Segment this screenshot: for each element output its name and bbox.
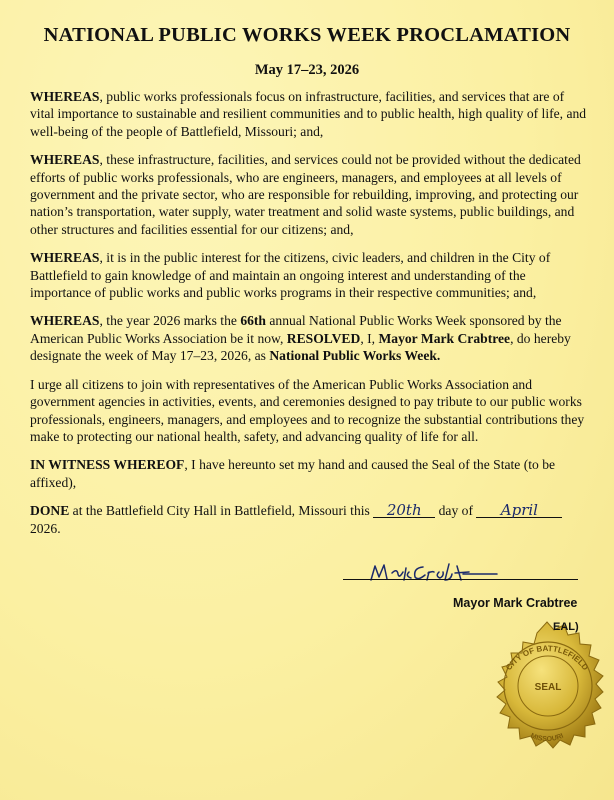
city-seal	[470, 618, 614, 768]
mayor-printed-name: Mayor Mark Crabtree	[453, 596, 578, 610]
handwritten-day: 20th	[373, 503, 435, 518]
urge-paragraph: I urge all citizens to join with representatives of the American Public Works Association and government agencies in activities, events, and ceremonies designed to pay tribute to our public works professionals, engineers, managers, and employees and to recognize the substantial contributions they make to protecting our national health, safety, and advancing quality of life for all.	[30, 376, 585, 444]
handwritten-month: April	[476, 503, 562, 518]
proclamation-title: NATIONAL PUBLIC WORKS WEEK PROCLAMATION	[43, 24, 571, 46]
whereas-paragraph-4: WHEREAS, the year 2026 marks the 66th annual National Public Works Week sponsored by the American Public Works Association be it now, RESOLVED, I, Mayor Mark Crabtree, do hereby designate the week of May 17–23, 2026, as National Public Works Week.	[30, 313, 571, 364]
mayor-signature	[365, 560, 505, 584]
done-paragraph: DONE at the Battlefield City Hall in Battlefield, Missouri this 20th day of April 2026.	[30, 502, 587, 537]
witness-paragraph: IN WITNESS WHEREOF, I have hereunto set my hand and caused the Seal of the State (to be affixed),	[30, 457, 556, 490]
seal-ring-text: CITY OF BATTLEFIELD	[504, 643, 590, 673]
seal-center-text: SEAL	[534, 682, 562, 693]
proclamation-body	[30, 88, 587, 548]
seal-label-fragment: EAL)	[553, 621, 579, 633]
whereas-paragraph-3: WHEREAS, it is in the public interest for the citizens, civic leaders, and children in the City of Battlefield to gain knowledge of and maintain an ongoing interest and understanding of the importance of public works and public works programs in their respective communities; and,	[30, 250, 551, 301]
signature-line	[343, 579, 578, 580]
seal-bottom-text: MISSOURI	[529, 732, 565, 744]
whereas-paragraph-1: WHEREAS, public works professionals focus on infrastructure, facilities, and services that are of vital importance to sustainable and resilient communities and to public health, high quality of life, and well-being of the people of Battlefield, Missouri; and,	[30, 89, 587, 139]
whereas-paragraph-2: WHEREAS, these infrastructure, facilities, and services could not be provided without the dedicated efforts of public works professionals, who are engineers, managers, and employees at all levels of government and the private sector, who are responsible for rebuilding, improving, and protecting our nation’s transportation, water supply, water treatment and solid waste systems, public buildings, and other structures and facilities essential for our citizens; and,	[30, 152, 581, 237]
proclamation-date: May 17–23, 2026	[254, 62, 360, 78]
